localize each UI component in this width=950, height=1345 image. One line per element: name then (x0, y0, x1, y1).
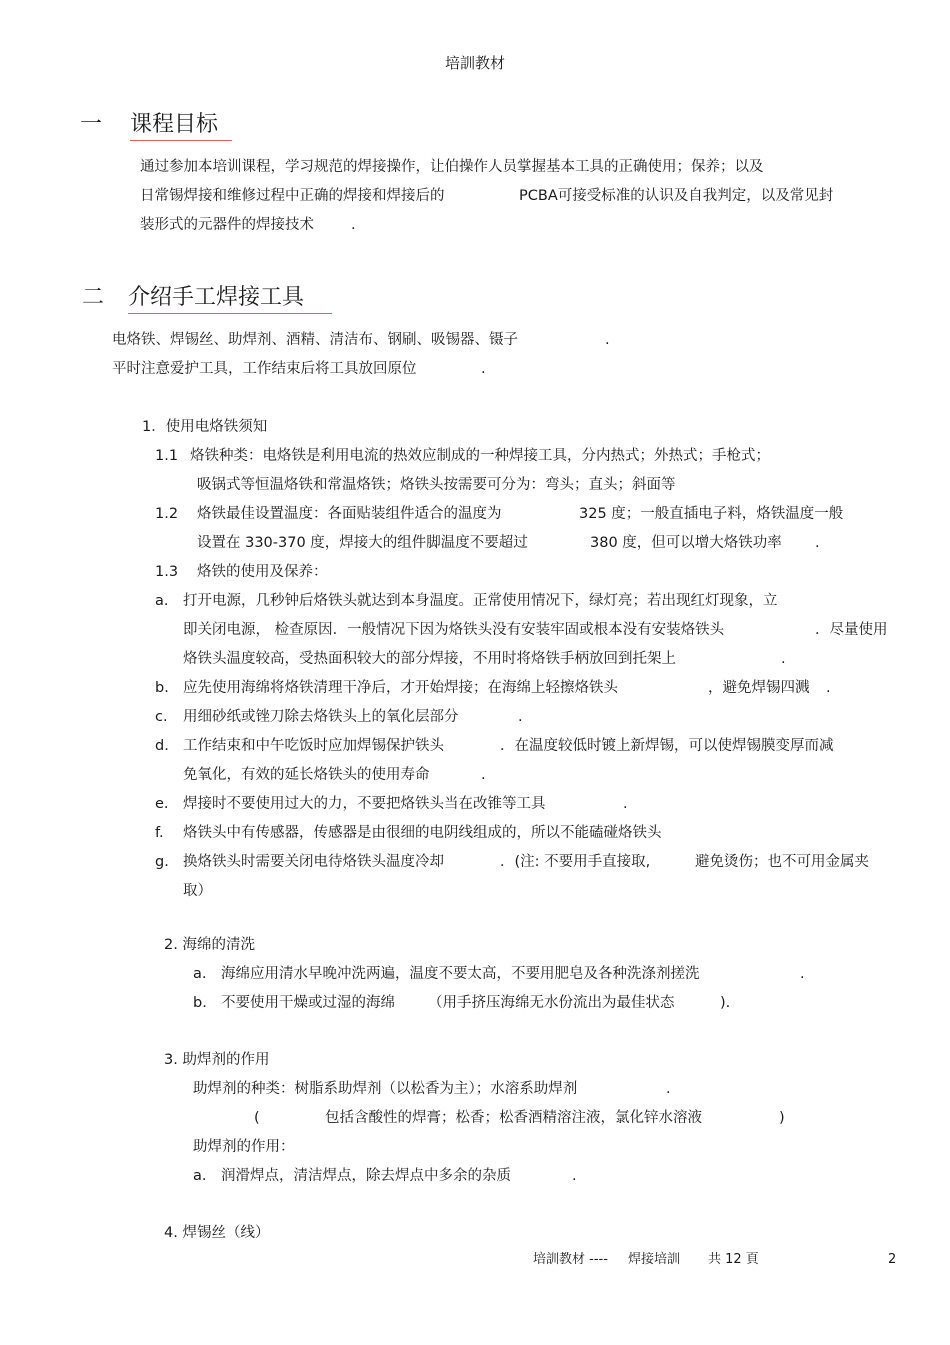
item-a-line-2b: ．尽量使用 (815, 622, 888, 638)
flux-role: 助焊剂的作用： (193, 1139, 295, 1155)
page-number: 2 (888, 1252, 897, 1267)
section-1-para-line-3: 装形式的元器件的焊接技术 (140, 217, 314, 233)
s11-line-1: 烙铁种类：电烙铁是利用电流的热效应制成的一种焊接工具，分内热式；外热式；手枪式； (190, 448, 770, 464)
tools-care: 平时注意爱护工具，工作结束后将工具放回原位 (112, 361, 417, 377)
section-1-para-line-3-end: . (351, 217, 356, 233)
s12-line-1a: 烙铁最佳设置温度：各面贴装组件适合的温度为 (197, 506, 502, 522)
tools-list: 电烙铁、焊锡丝、助焊剂、酒精、清洁布、钢刷、吸锡器、镊子 (112, 332, 518, 348)
page-header: 培訓教材 (444, 54, 505, 72)
item-g-note-2: 避免烫伤；也不可用金属夹 (695, 854, 869, 870)
flux-paren-text: 包括含酸性的焊膏；松香；松香酒精溶注液，氯化锌水溶液 (325, 1110, 702, 1126)
section-1-para-line-1: 通过参加本培训课程，学习规范的焊接操作，让伯操作人员掌握基本工具的正确使用；保养；以及 (140, 159, 764, 175)
item-e-label: e. (155, 796, 169, 812)
s11-number: 1.1 (155, 448, 179, 464)
item-a-line-3a: 烙铁头温度较高，受热面积较大的部分焊接，不用时将烙铁手柄放回到托架上 (183, 651, 676, 667)
section-1-para-line-2a: 日常锡焊接和维修过程中正确的焊接和焊接后的 (140, 188, 445, 204)
flux-kinds-end: . (666, 1081, 671, 1097)
item-g-label: g. (155, 854, 169, 870)
sub-1-heading: 1．使用电烙铁须知 (142, 419, 268, 435)
item-d-line-2b: . (481, 767, 486, 783)
item-d-line-2a: 免氧化，有效的延长烙铁头的使用寿命 (183, 767, 430, 783)
section-1-title: 课程目标 (130, 114, 232, 141)
sub-4-heading: 4. 焊锡丝（线） (164, 1225, 270, 1241)
item-f-label: f. (155, 825, 164, 841)
flux-paren-open: ( (254, 1110, 260, 1126)
s13-title: 烙铁的使用及保养： (197, 564, 328, 580)
footer-pages: 共 12 頁 (708, 1252, 759, 1267)
sub-2-heading: 2. 海绵的清洗 (164, 937, 255, 953)
item-g-line-2: 取） (183, 883, 212, 899)
s12-number: 1.2 (155, 506, 179, 522)
flux-a-text: 润滑焊点，清洁焊点，除去焊点中多余的杂质 (221, 1168, 511, 1184)
s12-line-2a: 设置在 330-370 度，焊接大的组件脚温度不要超过 (197, 535, 528, 551)
flux-kinds: 助焊剂的种类：树脂系助焊剂（以松香为主）；水溶系助焊剂 (193, 1081, 578, 1097)
item-a-line-2a: 即关闭电源， 检查原因．一般情况下因为烙铁头没有安装牢固或根本没有安装烙铁头 (183, 622, 725, 638)
item-e-end: . (623, 796, 628, 812)
sponge-b-text: 不要使用干燥或过湿的海绵 (221, 995, 395, 1011)
flux-paren-close: ) (779, 1110, 785, 1126)
sponge-a-text: 海绵应用清水早晚冲洗两遍，温度不要太高，不要用肥皂及各种洗涤剂搓洗 (221, 966, 700, 982)
section-1-number: 一 (80, 112, 103, 137)
item-c-text: 用细砂纸或锉刀除去烙铁头上的氧化层部分 (183, 709, 459, 725)
sponge-b-label: b. (193, 995, 207, 1011)
item-a-line-3b: . (781, 651, 786, 667)
section-2-title: 介绍手工焊接工具 (128, 287, 332, 314)
item-b-label: b. (155, 680, 169, 696)
tools-care-end: . (481, 361, 486, 377)
item-d-text: 工作结束和中午吃饭时应加焊锡保护铁头 (183, 738, 444, 754)
sponge-a-label: a. (193, 966, 207, 982)
section-2-number: 二 (82, 285, 105, 310)
s12-line-2-end: . (815, 535, 820, 551)
flux-a-label: a. (193, 1168, 207, 1184)
sponge-b-paren: （用手挤压海绵无水份流出为最佳状态 (428, 995, 675, 1011)
footer-left: 培訓教材 ---- (533, 1252, 608, 1267)
item-b-text-2: ，避免焊锡四溅 (708, 680, 810, 696)
item-e-text: 焊接时不要使用过大的力，不要把烙铁头当在改锥等工具 (183, 796, 546, 812)
tools-list-end: . (605, 332, 610, 348)
item-f-text: 烙铁头中有传感器，传感器是由很细的电阴线组成的，所以不能磕碰烙铁头 (183, 825, 662, 841)
s12-line-2b: 380 度，但可以增大烙铁功率 (590, 535, 782, 551)
item-a-line-1: 打开电源，几秒钟后烙铁头就达到本身温度。正常使用情况下，绿灯亮；若出现红灯现象，立 (183, 593, 778, 609)
item-c-label: c. (155, 709, 168, 725)
item-c-end: . (518, 709, 523, 725)
sponge-a-end: . (800, 966, 805, 982)
item-d-label: d. (155, 738, 169, 754)
flux-a-end: . (572, 1168, 577, 1184)
item-g-note: ．(注: 不要用手直接取, (500, 854, 651, 870)
s13-number: 1.3 (155, 564, 179, 580)
item-g-text: 换烙铁头时需要关闭电待烙铁头温度冷却 (183, 854, 444, 870)
section-1-para-line-2b: PCBA可接受标准的认识及自我判定，以及常见封 (519, 188, 834, 204)
item-a-label: a. (155, 593, 169, 609)
sub-3-heading: 3. 助焊剂的作用 (164, 1052, 270, 1068)
item-b-text: 应先使用海绵将烙铁清理干净后，才开始焊接；在海绵上轻擦烙铁头 (183, 680, 618, 696)
s11-line-2: 吸锅式等恒温烙铁和常温烙铁；烙铁头按需要可分为：弯头；直头；斜面等 (197, 477, 676, 493)
footer-mid: 焊接培訓 (628, 1252, 681, 1267)
sponge-b-end: ). (720, 995, 731, 1011)
item-b-end: . (826, 680, 831, 696)
s12-line-1b: 325 度；一般直插电子料，烙铁温度一般 (579, 506, 844, 522)
item-d-text-2: ．在温度较低时镀上新焊锡，可以使焊锡膜变厚而减 (500, 738, 834, 754)
